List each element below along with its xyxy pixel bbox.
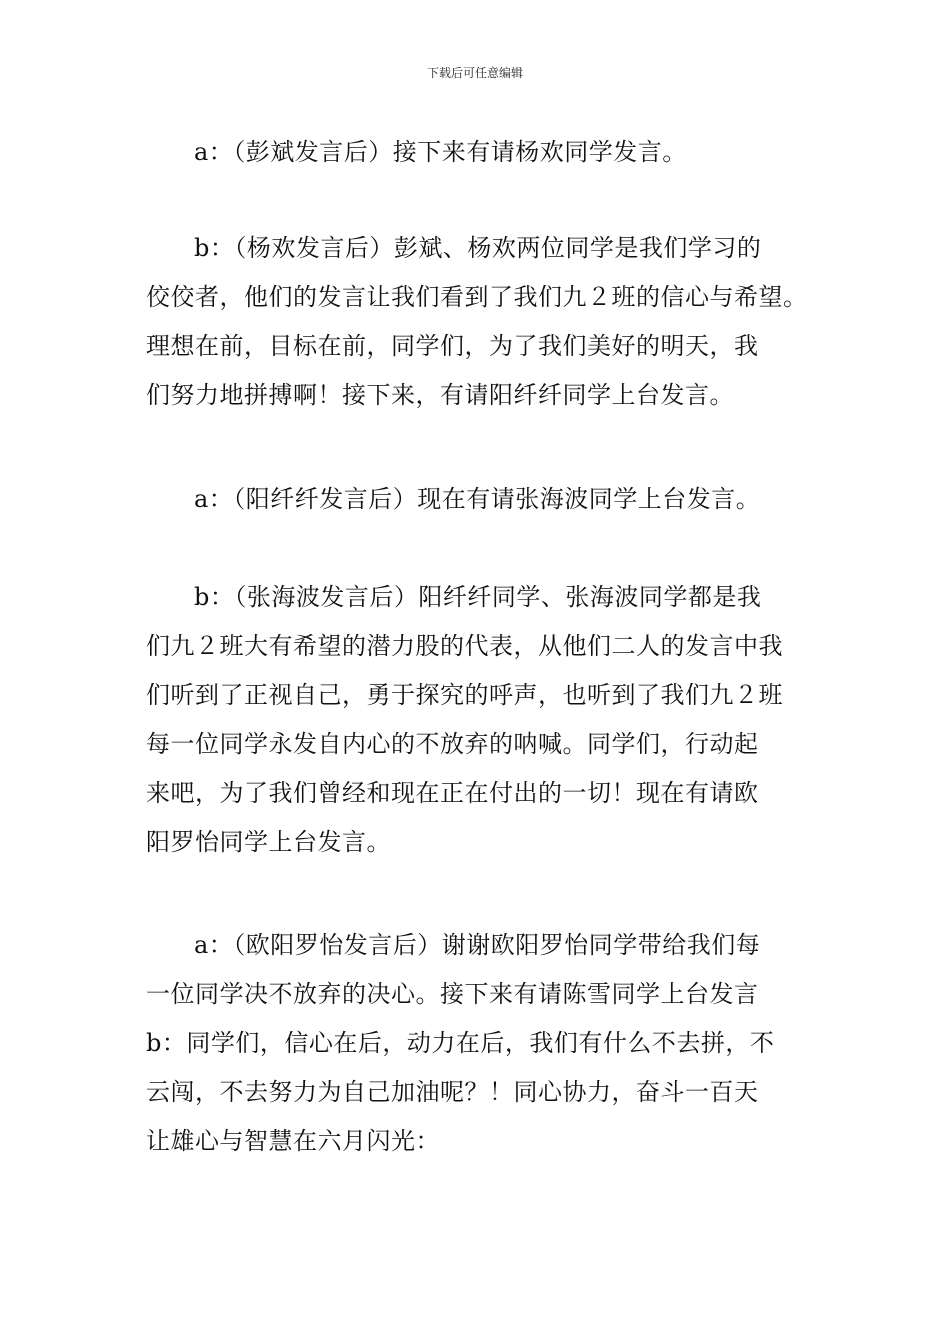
paragraph-line: 们九２班大有希望的潜力股的代表，从他们二人的发言中我 xyxy=(146,632,783,660)
paragraph-line: a：（阳纤纤发言后）现在有请张海波同学上台发言。 xyxy=(194,485,761,513)
paragraph-4 xyxy=(146,573,810,867)
paragraph-line: 来吧，为了我们曾经和现在正在付出的一切！现在有请欧 xyxy=(146,779,759,807)
paragraph-line: 让雄心与智慧在六月闪光： xyxy=(146,1127,440,1155)
paragraph-line: 理想在前，目标在前，同学们，为了我们美好的明天，我 xyxy=(146,332,759,360)
paragraph-line: a：（欧阳罗怡发言后）谢谢欧阳罗怡同学带给我们每 xyxy=(194,931,761,959)
paragraph-1 xyxy=(146,128,810,177)
paragraph-line: 佼佼者，他们的发言让我们看到了我们九２班的信心与希望。 xyxy=(146,283,808,311)
paragraph-line: 一位同学决不放弃的决心。接下来有请陈雪同学上台发言 xyxy=(146,980,759,1008)
paragraph-line: 们听到了正视自己，勇于探究的呼声，也听到了我们九２班 xyxy=(146,681,783,709)
paragraph-line: 阳罗怡同学上台发言。 xyxy=(146,828,391,856)
page-header: 下载后可任意编辑 xyxy=(426,66,523,80)
paragraph-5 xyxy=(146,921,810,1166)
paragraph-line: b：同学们，信心在后，动力在后，我们有什么不去拼，不 xyxy=(146,1029,775,1057)
paragraph-line: b：（张海波发言后）阳纤纤同学、张海波同学都是我 xyxy=(194,583,762,611)
paragraph-2 xyxy=(146,224,810,420)
paragraph-line: b：（杨欢发言后）彭斌、杨欢两位同学是我们学习的 xyxy=(194,234,762,262)
paragraph-line: 们努力地拼搏啊！接下来，有请阳纤纤同学上台发言。 xyxy=(146,381,734,409)
paragraph-3 xyxy=(146,475,810,524)
paragraph-line: 云闯，不去努力为自己加油呢？！同心协力，奋斗一百天 xyxy=(146,1078,759,1106)
paragraph-line: a：（彭斌发言后）接下来有请杨欢同学发言。 xyxy=(194,138,687,166)
paragraph-line: 每一位同学永发自内心的不放弃的呐喊。同学们，行动起 xyxy=(146,730,759,758)
